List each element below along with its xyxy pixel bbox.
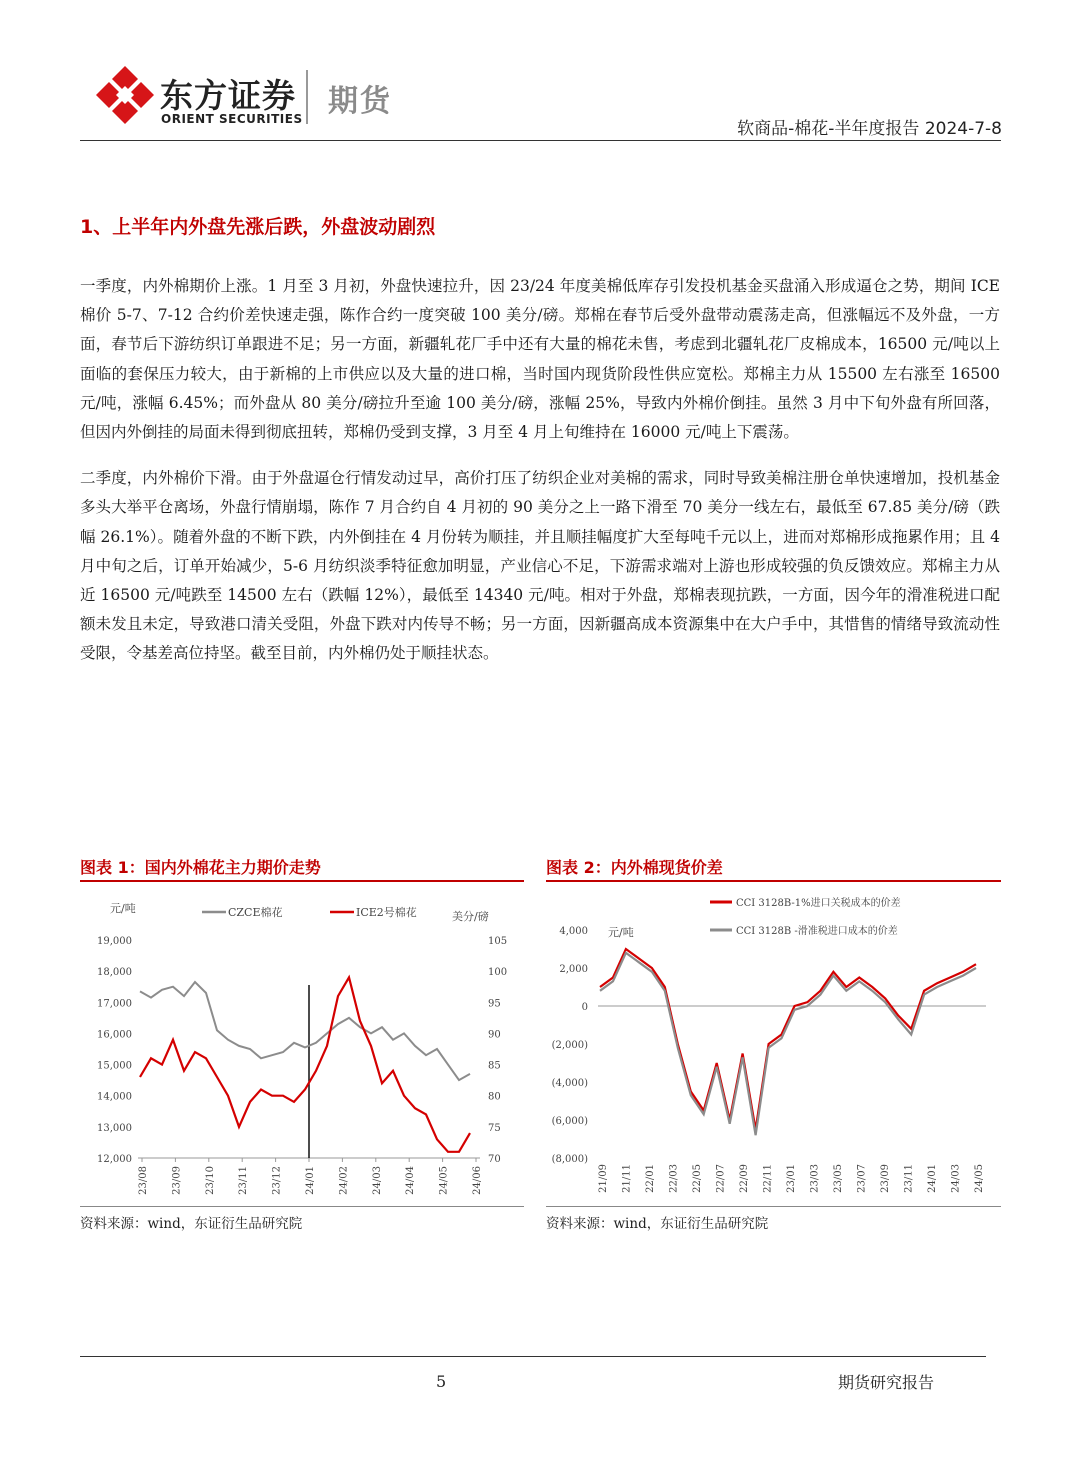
series-line-czce <box>140 982 470 1080</box>
brand-divider <box>306 70 308 124</box>
x-tick-label: 24/01 <box>927 1164 938 1193</box>
x-tick-label: 24/01 <box>305 1166 316 1195</box>
x-tick-label: 22/11 <box>762 1164 774 1193</box>
brand-name-en: ORIENT SECURITIES <box>161 112 303 126</box>
y-tick-label: (8,000) <box>551 1154 588 1165</box>
x-tick-label: 22/09 <box>739 1164 750 1193</box>
left-tick-label: 14,000 <box>97 1091 132 1103</box>
paragraph-q1: 一季度，内外棉期价上涨。1 月至 3 月初，外盘快速拉升，因 23/24 年度美棉低库存引发投机基金买盘涌入形成逼仓之势，期间 ICE 棉价 5-7、7-12 合约价差快速走强，陈作合约一度突破 100 美分/磅。郑棉在春节后受外盘带动震荡走高，但涨幅远不及外盘，一方面，春节后下游纺织订单跟进不足；另一方面，新疆轧花厂手中还有大量的棉花未售，考虑到北疆轧花厂皮棉成本，16500 元/吨以上面临的套保压力较大，由于新棉的上市供应以及大量的进口棉，当时国内现货阶段性供应宽松。郑棉主力从 15500 左右涨至 16500 元/吨，涨幅 6.45%；而外盘从 80 美分/磅拉升至逾 100 美分/磅，涨幅 25%，导致内外棉价倒挂。虽然 3 月中下旬外盘有所回落，但因内外倒挂的局面未得到彻底扭转，郑棉仍受到支撑，3 月至 4 月上旬维持在 16000 元/吨上下震荡。 <box>80 277 1000 442</box>
left-tick-label: 13,000 <box>97 1122 132 1134</box>
report-meta: 软商品-棉花-半年度报告 2024-7-8 <box>737 119 1002 139</box>
series-line-tariff <box>600 949 976 1130</box>
right-tick-label: 70 <box>488 1154 501 1165</box>
header <box>0 0 1080 150</box>
y-tick-label: 2,000 <box>559 964 588 975</box>
x-tick-label: 23/09 <box>171 1166 183 1195</box>
y-tick-label: 4,000 <box>559 926 588 937</box>
x-tick-label: 24/04 <box>405 1166 417 1195</box>
figure2-chart <box>546 890 1001 1200</box>
left-axis-unit: 元/吨 <box>110 902 136 915</box>
right-tick-label: 80 <box>488 1091 501 1103</box>
x-tick-label: 23/12 <box>271 1166 283 1195</box>
y-tick-label: 0 <box>581 1002 588 1013</box>
x-tick-label: 23/08 <box>138 1166 149 1195</box>
x-tick-label: 22/05 <box>692 1164 703 1193</box>
right-tick-label: 105 <box>488 936 508 947</box>
figure2-title: 图表 2：内外棉现货价差 <box>546 858 723 877</box>
body-text <box>80 272 1000 669</box>
section-title: 1、上半年内外盘先涨后跌，外盘波动剧烈 <box>80 216 436 238</box>
left-tick-label: 12,000 <box>97 1154 132 1165</box>
x-tick-label: 23/05 <box>833 1164 844 1193</box>
figure1-title: 图表 1：国内外棉花主力期价走势 <box>80 858 321 877</box>
figure1-bottom-rule <box>80 1206 524 1207</box>
right-tick-label: 90 <box>488 1029 501 1041</box>
paragraph-q2: 二季度，内外棉价下滑。由于外盘逼仓行情发动过早，高价打压了纺织企业对美棉的需求，同时导致美棉注册仓单快速增加，投机基金多头大举平仓离场，外盘行情崩塌，陈作 7 月合约自 4 月初的 90 美分之上一路下滑至 70 美分一线左右，最低至 67.85 美分/磅（跌幅 26.1%）。随着外盘的不断下跌，内外倒挂在 4 月份转为顺挂，并且顺挂幅度扩大至每吨千元以上，进而对郑棉形成拖累作用；且 4 月中旬之后，订单开始减少，5-6 月纺织淡季特征愈加明显，产业信心不足，下游需求端对上游也形成较强的负反馈效应。郑棉主力从近 16500 元/吨跌至 14500 左右（跌幅 12%），最低至 14340 元/吨。相对于外盘，郑棉表现抗跌，一方面，因今年的滑准税进口配额未发且未定，导致港口清关受阻，外盘下跌对内传导不畅；另一方面，因新疆高成本资源集中在大户手中，其惜售的情绪导致流动性受限，令基差高位持坚。截至目前，内外棉仍处于顺挂状态。 <box>80 469 1000 663</box>
right-tick-label: 75 <box>488 1122 501 1134</box>
figure2-source: 资料来源：wind，东证衍生品研究院 <box>546 1216 769 1232</box>
left-tick-label: 16,000 <box>97 1029 132 1041</box>
series-line-sliding <box>600 953 976 1135</box>
x-tick-label: 23/07 <box>856 1164 868 1193</box>
x-tick-label: 24/05 <box>438 1166 450 1195</box>
left-tick-label: 18,000 <box>97 967 132 979</box>
x-tick-label: 21/11 <box>621 1164 633 1193</box>
footer-label: 期货研究报告 <box>838 1373 935 1392</box>
x-tick-label: 23/11 <box>238 1166 250 1195</box>
division-label: 期货 <box>328 84 392 119</box>
axis-unit: 元/吨 <box>608 926 634 939</box>
x-tick-label: 24/06 <box>472 1166 483 1195</box>
brand-name-cn: 东方证券 <box>160 76 296 115</box>
left-tick-label: 17,000 <box>97 998 132 1010</box>
page-number: 5 <box>436 1372 447 1391</box>
x-tick-label: 23/10 <box>204 1166 216 1195</box>
x-tick-label: 21/09 <box>598 1164 609 1193</box>
x-tick-label: 23/11 <box>903 1164 915 1193</box>
figure1-source: 资料来源：wind，东证衍生品研究院 <box>80 1216 303 1232</box>
x-tick-label: 22/03 <box>668 1164 680 1193</box>
series-line-ice <box>140 977 470 1151</box>
legend-label-1: ICE2号棉花 <box>356 906 417 919</box>
right-tick-label: 85 <box>488 1060 501 1072</box>
x-tick-label: 24/05 <box>974 1164 985 1193</box>
legend-label-1: CCI 3128B -滑准税进口成本的价差 <box>736 926 898 937</box>
x-tick-label: 23/09 <box>880 1164 891 1193</box>
y-tick-label: (4,000) <box>551 1078 588 1089</box>
left-tick-label: 15,000 <box>97 1060 132 1072</box>
y-tick-label: (2,000) <box>551 1040 588 1051</box>
header-rule <box>80 140 1001 141</box>
footer-rule <box>80 1356 986 1357</box>
right-tick-label: 100 <box>488 967 508 979</box>
legend-label-0: CCI 3128B-1%进口关税成本的价差 <box>736 898 901 909</box>
x-tick-label: 22/01 <box>645 1164 656 1193</box>
legend-label-0: CZCE棉花 <box>228 906 283 919</box>
x-tick-label: 24/03 <box>371 1166 383 1195</box>
figure2-bottom-rule <box>546 1206 1001 1207</box>
x-tick-label: 23/01 <box>786 1164 797 1193</box>
x-tick-label: 23/03 <box>809 1164 821 1193</box>
figure1-chart <box>80 890 524 1200</box>
x-tick-label: 22/07 <box>715 1164 727 1193</box>
y-tick-label: (6,000) <box>551 1116 588 1127</box>
figure2-rule <box>546 880 1001 882</box>
left-tick-label: 19,000 <box>97 936 132 947</box>
right-axis-unit: 美分/磅 <box>452 910 489 923</box>
right-tick-label: 95 <box>488 998 501 1010</box>
x-tick-label: 24/03 <box>950 1164 962 1193</box>
figure1-rule <box>80 880 524 882</box>
x-tick-label: 24/02 <box>338 1166 350 1195</box>
orient-logo-icon <box>96 66 154 124</box>
